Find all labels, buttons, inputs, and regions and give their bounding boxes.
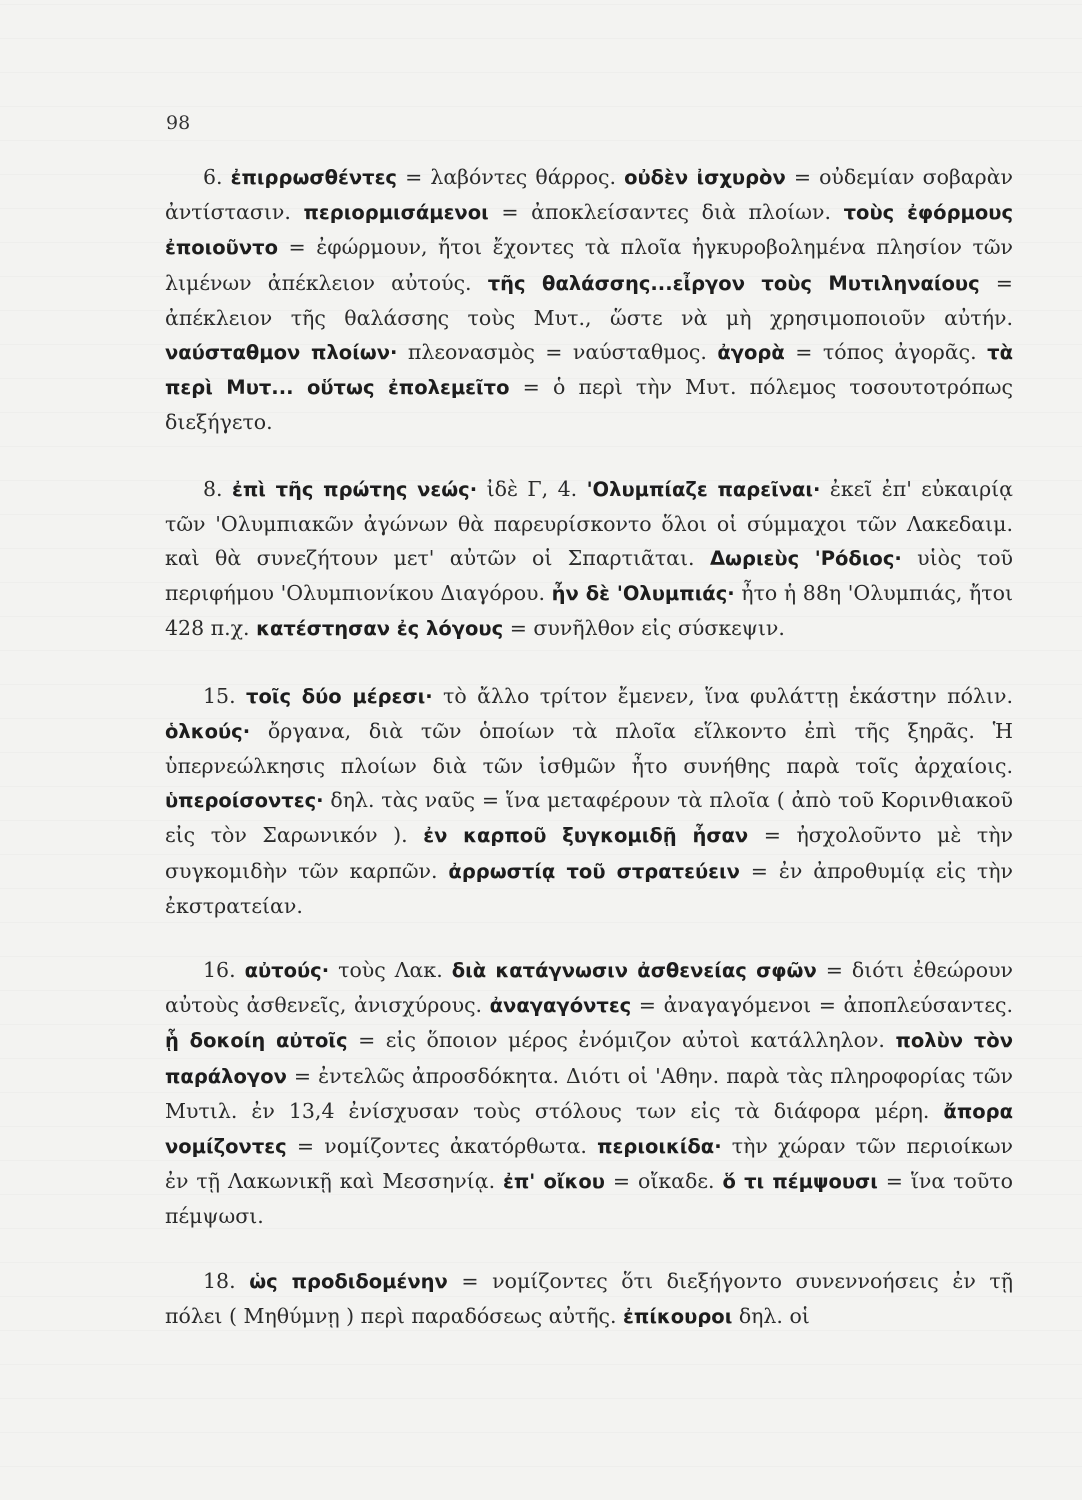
gloss-text: ὄργανα, διὰ τῶν ὁποίων τὰ πλοῖα εἵλκοντο ἐπὶ τῆς ξηρᾶς. Ἡ ὑπερνεώλκησις πλοίων διὰ τῶν ἰσθμῶν ἦτο συνήθης παρὰ τοῖς ἀρχαίοις. — [165, 718, 1013, 779]
gloss-text: ἦτο ἡ 88η 'Ολυμπιάς, ἤτοι 428 π.χ. — [165, 581, 1013, 641]
gloss-text: 15. — [203, 683, 247, 708]
lemma-term: ἐπὶ τῆς πρώτης νεώς· — [232, 477, 478, 501]
lemma-term: οὐδὲν ἰσχυρὸν — [624, 166, 786, 189]
gloss-text: = νομίζοντες ἀκατόρθωτα. — [286, 1134, 598, 1159]
note-paragraph-8 — [165, 472, 1013, 647]
gloss-text: πλεονασμὸς = ναύσταθμος. — [397, 340, 718, 365]
gloss-text: = ἀποκλείσαντες διὰ πλοίων. — [488, 200, 844, 225]
lemma-term: ἐν καρποῦ ξυγκομιδῇ ἦσαν — [423, 824, 749, 848]
gloss-text: = διότι ἐθεώρουν αὐτοὺς ἀσθενεῖς, ἀνισχύρους. — [165, 958, 1014, 1018]
lemma-term: ὡς προδιδομένην — [249, 1269, 448, 1293]
gloss-text: 8. — [203, 476, 232, 501]
lemma-term: ὑπεροίσοντες· — [165, 789, 324, 813]
note-paragraph-15 — [165, 679, 1013, 923]
gloss-text: = ὁ περὶ τὴν Μυτ. πόλεμος τοσουτοτρόπως διεξήγετο. — [165, 375, 1013, 435]
lemma-term: ἀρρωστίᾳ τοῦ στρατεύειν — [448, 859, 740, 883]
gloss-text: = τόπος ἀγορᾶς. — [784, 340, 988, 365]
gloss-text: = λαβόντες θάρρος. — [396, 165, 625, 189]
gloss-text: τὴν χώραν τῶν περιοίκων ἐν τῇ Λακωνικῇ καὶ Μεσσηνίᾳ. — [165, 1134, 1013, 1194]
lemma-term: ἐπ' οἴκου — [503, 1170, 605, 1194]
gloss-text: = ἀπέκλειον τῆς θαλάσσης τοὺς Μυτ., ὥστε νὰ μὴ χρησιμοποιοῦν αὐτήν. — [165, 270, 1013, 330]
gloss-text: = εἰς ὅποιον μέρος ἐνόμιζον αὐτοὶ κατάλληλον. — [347, 1028, 896, 1053]
gloss-text: τοὺς Λακ. — [329, 958, 452, 983]
gloss-text: = ἐντελῶς ἀπροσδόκητα. Διότι οἱ 'Αθην. παρὰ τὰς πληροφορίας τῶν Μυτιλ. ἐν 13,4 ἐνίσχυσαν τοὺς στόλους των εἰς τὰ διάφορα μέρη. — [165, 1063, 1013, 1123]
lemma-term: ἐπίκουροι — [623, 1304, 733, 1328]
lemma-term: ἀγορὰ — [717, 341, 785, 365]
gloss-text: 6. — [203, 165, 231, 189]
gloss-text: = ἐν ἀπροθυμίᾳ εἰς τὴν ἐκστρατείαν. — [165, 858, 1013, 918]
lemma-term: 'Ολυμπίαζε παρεῖναι· — [586, 477, 821, 501]
lemma-term: διὰ κατάγνωσιν ἀσθενείας σφῶν — [451, 959, 817, 983]
note-paragraph-6 — [165, 160, 1013, 440]
gloss-text: = νομίζοντες ὅτι διεξήγοντο συνεννοήσεις ἐν τῇ πόλει ( Μηθύμνῃ ) περὶ παραδόσεως αὐτῆς. — [165, 1268, 1013, 1328]
lemma-term: ᾗ δοκοίη αὐτοῖς — [165, 1029, 348, 1053]
gloss-text: = οἴκαδε. — [604, 1169, 723, 1194]
lemma-term: ὅ τι πέμψουσι — [722, 1170, 878, 1194]
lemma-term: ἦν δὲ 'Ολυμπιάς· — [551, 582, 735, 606]
lemma-term: περιοικίδα· — [597, 1135, 722, 1159]
gloss-text: = ἠσχολοῦντο μὲ τὴν συγκομιδὴν τῶν καρπῶν. — [165, 823, 1013, 883]
gloss-text: = ἐφώρμουν, ἤτοι ἔχοντες τὰ πλοῖα ἠγκυροβολημένα πλησίον τῶν λιμένων ἀπέκλειον αὐτούς. — [165, 235, 1013, 295]
gloss-text: = ἵνα τοῦτο πέμψωσι. — [165, 1169, 1014, 1229]
lemma-term: κατέστησαν ἐς λόγους — [256, 617, 504, 641]
lemma-term: ὁλκούς· — [165, 719, 251, 743]
gloss-text: = ἀναγαγόμενοι = ἀποπλεύσαντες. — [631, 993, 1013, 1018]
lemma-term: τὰ περὶ Μυτ... οὕτως ἐπολεμεῖτο — [165, 341, 1013, 400]
lemma-term: Δωριεὺς 'Ρόδιος· — [709, 547, 902, 571]
gloss-text: ἰδὲ Γ, 4. — [477, 476, 587, 501]
gloss-text: ἐκεῖ ἐπ' εὐκαιρίᾳ τῶν 'Ολυμπιακῶν ἀγώνων θὰ παρευρίσκοντο ὅλοι οἱ σύμμαχοι τῶν Λακεδαιμ. καὶ θὰ συνεζήτουν μετ' αὐτῶν οἱ Σπαρτιᾶται. — [165, 476, 1013, 571]
note-paragraph-16 — [165, 953, 1013, 1234]
commentary-text — [165, 160, 1013, 1366]
page-number: 98 — [166, 112, 191, 134]
lemma-term: ἐπιρρωσθέντες — [230, 166, 397, 189]
lemma-term: τῆς θαλάσσης...εἶργον τοὺς Μυτιληναίους — [487, 271, 980, 295]
lemma-term: πολὺν τὸν παράλογον — [165, 1029, 1013, 1088]
gloss-text: τὸ ἄλλο τρίτον ἔμενεν, ἵνα φυλάττῃ ἑκάστην πόλιν. — [432, 683, 1013, 708]
gloss-text: δηλ. οἱ — [732, 1303, 810, 1328]
lemma-term: αὐτούς· — [244, 959, 330, 983]
lemma-term: ναύσταθμον πλοίων· — [165, 341, 398, 365]
lemma-term: περιορμισάμενοι — [303, 201, 489, 225]
lemma-term: ἀναγαγόντες — [489, 994, 632, 1018]
gloss-text: δηλ. τὰς ναῦς = ἵνα μεταφέρουν τὰ πλοῖα ( ἀπὸ τοῦ Κορινθιακοῦ εἰς τὸν Σαρωνικόν ). — [165, 788, 1013, 848]
lemma-term: τοὺς ἐφόρμους ἐποιοῦντο — [165, 201, 1014, 260]
gloss-text: = οὐδεμίαν σοβαρὰν ἀντίστασιν. — [165, 165, 1014, 225]
lemma-term: τοῖς δύο μέρεσι· — [246, 684, 433, 708]
gloss-text: υἱὸς τοῦ περιφήμου 'Ολυμπιονίκου Διαγόρου. — [165, 546, 1014, 606]
note-paragraph-18 — [165, 1264, 1013, 1334]
gloss-text: 18. — [203, 1268, 250, 1293]
lemma-term: ἄπορα νομίζοντες — [165, 1099, 1013, 1159]
gloss-text: = συνῆλθον εἰς σύσκεψιν. — [503, 616, 785, 641]
gloss-text: 16. — [203, 958, 245, 983]
